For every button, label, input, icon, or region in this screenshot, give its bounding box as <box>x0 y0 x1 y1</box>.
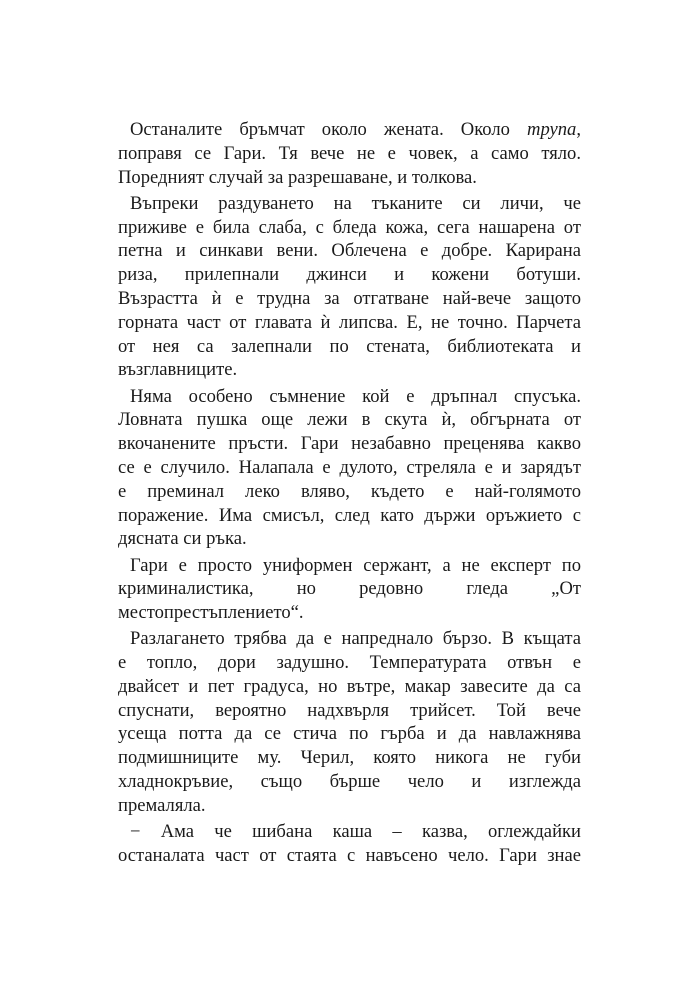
text-line <box>118 770 581 794</box>
line-text: криминалистика, но редовно гледа „От <box>118 578 581 600</box>
text-line <box>118 651 581 675</box>
line-text: дясната си ръка. <box>118 528 247 550</box>
line-text: приживе е била слаба, с бледа кожа, сега нашарена от <box>118 216 581 238</box>
line-text: поражение. Има смисъл, след като държи оръжието с <box>118 504 581 526</box>
line-text: вкочанените пръсти. Гари незабавно преценява какво <box>118 433 581 455</box>
text-line <box>118 527 581 551</box>
text-line <box>118 456 581 480</box>
line-text: поправя се Гари. Тя вече не е човек, а само тяло. <box>118 142 581 164</box>
paragraph <box>118 820 581 868</box>
line-text: Гари е просто униформен сержант, а не експерт по <box>130 554 581 576</box>
text-line <box>118 480 581 504</box>
text-line <box>118 118 581 142</box>
text-line <box>118 142 581 166</box>
line-text: Ловната пушка още лежи в скута ѝ, обгърната от <box>118 409 581 431</box>
line-text: усеща потта да се стича по гърба и да навлажнява <box>118 723 581 745</box>
text-line <box>118 554 581 578</box>
paragraph <box>118 627 581 817</box>
line-text: се е случило. Налапала е дулото, стреляла е и зарядът <box>118 456 581 478</box>
line-text: премаляла. <box>118 794 206 816</box>
line-text: е преминал леко вляво, където е най-голямото <box>118 480 581 502</box>
emphasized-word: трупа <box>527 119 577 140</box>
text-line <box>118 263 581 287</box>
paragraph <box>118 192 581 382</box>
text-line <box>118 239 581 263</box>
line-text: възглавниците. <box>118 359 238 381</box>
line-text: спуснати, вероятно надхвърля трийсет. Той вече <box>118 699 581 721</box>
text-line <box>118 385 581 409</box>
line-text: Въпреки раздуването на тъканите си личи, че <box>130 192 581 214</box>
text-line <box>118 335 581 359</box>
line-text: останалата част от стаята с навъсено чело. Гари знае <box>118 844 581 866</box>
paragraph <box>118 554 581 625</box>
text-line <box>118 311 581 335</box>
text-line <box>118 358 581 382</box>
text-line <box>118 601 581 625</box>
text-line <box>118 675 581 699</box>
line-text: Поредният случай за разрешаване, и толкова. <box>118 166 477 188</box>
text-line <box>118 722 581 746</box>
text-line <box>118 627 581 651</box>
line-text: Няма особено съмнение кой е дръпнал спусъка. <box>130 385 581 407</box>
text-line <box>118 699 581 723</box>
text-line <box>118 287 581 311</box>
line-text: местопрестъплението“. <box>118 602 304 624</box>
text-line <box>118 216 581 240</box>
line-text: − Ама че шибана каша – казва, оглеждайки <box>130 821 581 843</box>
line-text: петна и синкави вени. Облечена е добре. Карирана <box>118 240 581 262</box>
line-text: Останалите бръмчат около жената. Около <box>130 119 528 140</box>
text-line <box>118 746 581 770</box>
text-line <box>118 166 581 190</box>
line-text: е топло, дори задушно. Температурата отвън е <box>118 652 581 674</box>
text-line <box>118 432 581 456</box>
line-text: двайсет и пет градуса, но вътре, макар завесите да са <box>118 675 581 697</box>
line-punctuation: , <box>576 119 581 140</box>
line-text: Разлагането трябва да е напреднало бързо. В къщата <box>130 628 581 650</box>
text-line <box>118 794 581 818</box>
text-line <box>118 504 581 528</box>
page-text <box>118 118 581 868</box>
paragraph <box>118 385 581 552</box>
text-line <box>118 192 581 216</box>
text-line <box>118 408 581 432</box>
text-line <box>118 577 581 601</box>
text-line <box>118 820 581 844</box>
line-text: Възрастта ѝ е трудна за отгатване най-вече защото <box>118 287 581 309</box>
text-line <box>118 844 581 868</box>
line-text: хладнокръвие, също бърше чело и изглежда <box>118 771 581 793</box>
paragraph <box>118 118 581 189</box>
line-text: горната част от главата ѝ липсва. Е, не точно. Парчета <box>118 311 581 333</box>
line-text: подмишниците му. Черил, която никога не губи <box>118 747 581 769</box>
line-text: от нея са залепнали по стената, библиотеката и <box>118 335 581 357</box>
line-text: риза, прилепнали джинси и кожени ботуши. <box>118 264 581 286</box>
